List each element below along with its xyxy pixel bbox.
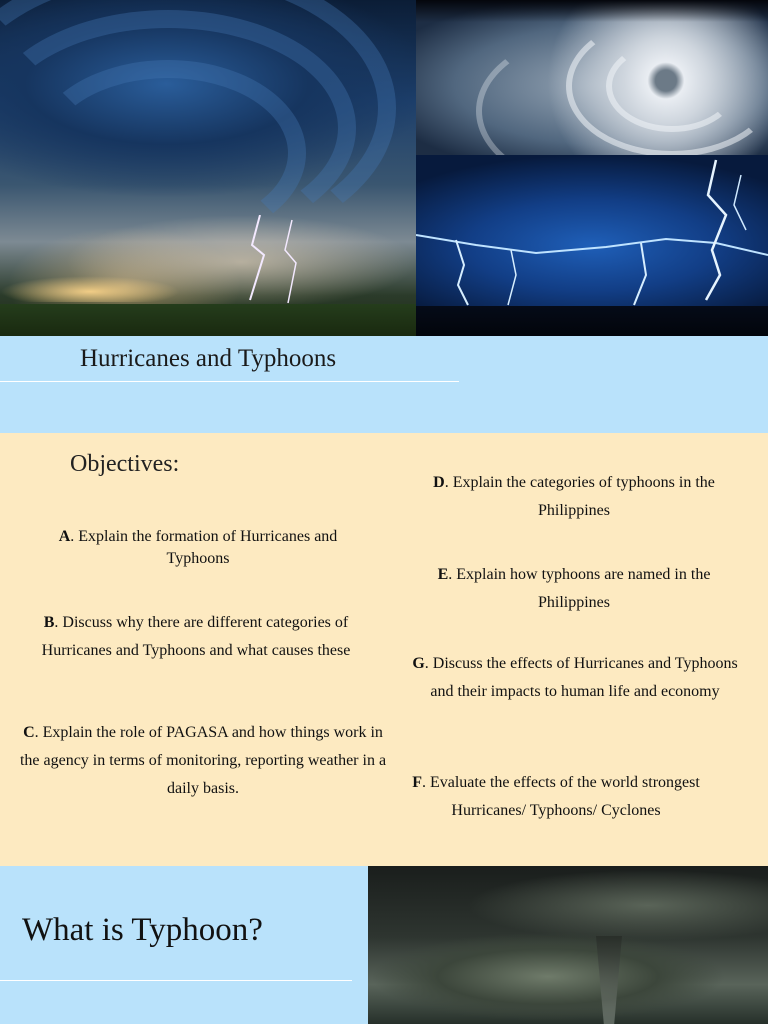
objective-d: D. Explain the categories of typhoons in the Philippines <box>433 474 715 519</box>
title-divider <box>0 381 459 382</box>
objective-g: G. Discuss the effects of Hurricanes and Typhoons and their impacts to human life and economy <box>412 655 738 700</box>
objective-a: A. Explain the formation of Hurricanes and Typhoons <box>58 528 338 567</box>
satellite-hurricane-photo <box>416 0 768 155</box>
lightning-photo <box>416 155 768 336</box>
tornado-photo <box>368 866 768 1024</box>
objective-c: C. Explain the role of PAGASA and how things work in the agency in terms of monitoring, reporting weather in a daily basis. <box>19 724 387 797</box>
page-title: Hurricanes and Typhoons <box>80 345 337 372</box>
objective-e: E. Explain how typhoons are named in the Philippines <box>437 566 711 611</box>
objective-b: B. Discuss why there are different categories of Hurricanes and Typhoons and what causes these <box>41 614 351 659</box>
question-heading: What is Typhoon? <box>22 912 263 948</box>
objectives-heading: Objectives: <box>70 451 180 477</box>
storm-cloud-photo <box>0 0 416 336</box>
question-divider <box>0 980 352 981</box>
objective-f: F. Evaluate the effects of the world strongest Hurricanes/ Typhoons/ Cyclones <box>412 774 700 819</box>
